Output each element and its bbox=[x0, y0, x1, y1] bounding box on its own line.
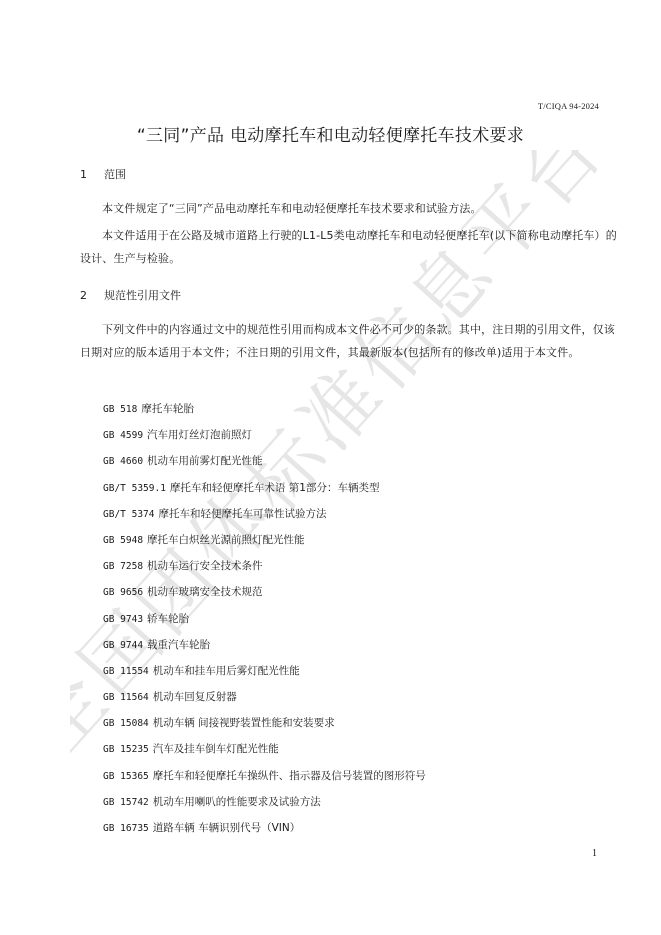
reference-title: 机动车辆 间接视野装置性能和安装要求 bbox=[152, 717, 335, 730]
reference-list bbox=[103, 396, 426, 841]
section-number: 2 bbox=[80, 289, 87, 302]
reference-item bbox=[103, 658, 426, 684]
reference-item bbox=[103, 448, 426, 474]
reference-title: 摩托车白炽丝光源前照灯配光性能 bbox=[147, 533, 305, 546]
reference-item bbox=[103, 422, 426, 448]
document-code: T/CIQA 94-2024 bbox=[537, 101, 599, 111]
reference-item bbox=[103, 606, 426, 632]
section-2-heading bbox=[80, 287, 181, 303]
reference-item bbox=[103, 501, 426, 527]
document-title: “三同”产品 电动摩托车和电动轻便摩托车技术要求 bbox=[136, 126, 525, 146]
reference-item bbox=[103, 527, 426, 553]
reference-item bbox=[103, 475, 426, 501]
reference-code: GB 4599 bbox=[103, 430, 144, 442]
section-title: 规范性引用文件 bbox=[104, 289, 181, 302]
reference-code: GB 518 bbox=[103, 404, 138, 415]
reference-title: 摩托车轮胎 bbox=[141, 403, 194, 415]
watermark-text: 全国团体标准信息平台 bbox=[70, 150, 623, 773]
reference-title: 机动车用前雾灯配光性能 bbox=[147, 455, 263, 468]
reference-code: GB 15742 bbox=[103, 796, 149, 808]
reference-code: GB 4660 bbox=[103, 456, 144, 468]
reference-code: GB 11554 bbox=[103, 665, 149, 677]
reference-item bbox=[103, 684, 426, 710]
reference-item bbox=[103, 396, 426, 422]
reference-title: 机动车和挂车用后雾灯配光性能 bbox=[152, 664, 300, 677]
reference-code: GB/T 5374 bbox=[103, 508, 155, 520]
reference-code: GB 15084 bbox=[103, 718, 149, 730]
reference-code: GB 15365 bbox=[103, 770, 149, 782]
reference-item bbox=[103, 579, 426, 605]
section-title: 范围 bbox=[104, 168, 126, 181]
reference-title: 道路车辆 车辆识别代号（VIN） bbox=[152, 822, 301, 834]
reference-item bbox=[103, 763, 426, 789]
section-1-heading bbox=[80, 166, 126, 182]
section-1-paragraph-1: 本文件规定了“三同”产品电动摩托车和电动轻便摩托车技术要求和试验方法。 bbox=[102, 202, 482, 215]
reference-item bbox=[103, 815, 426, 841]
reference-title: 摩托车和轻便摩托车操纵件、指示器及信号装置的图形符号 bbox=[152, 769, 426, 782]
reference-title: 摩托车和轻便摩托车术语 第1部分：车辆类型 bbox=[169, 481, 380, 494]
reference-item bbox=[103, 553, 426, 579]
reference-code: GB 16735 bbox=[103, 823, 149, 834]
reference-code: GB 7258 bbox=[103, 561, 144, 573]
reference-code: GB 5948 bbox=[103, 534, 144, 546]
section-number: 1 bbox=[80, 168, 87, 181]
reference-title: 摩托车和轻便摩托车可靠性试验方法 bbox=[158, 507, 327, 520]
reference-item bbox=[103, 710, 426, 736]
reference-item bbox=[103, 736, 426, 762]
section-1-paragraph-2: 本文件适用于在公路及城市道路上行驶的L1-L5类电动摩托车和电动轻便摩托车(以下简称电动摩托车）的设计、生产与检验。 bbox=[80, 229, 617, 265]
reference-code: GB 9656 bbox=[103, 587, 144, 599]
reference-code: GB 15235 bbox=[103, 744, 149, 756]
reference-code: GB 9743 bbox=[103, 613, 144, 625]
reference-title: 机动车玻璃安全技术规范 bbox=[147, 586, 263, 599]
reference-title: 机动车回复反射器 bbox=[152, 691, 237, 704]
reference-item bbox=[103, 632, 426, 658]
reference-code: GB 9744 bbox=[103, 639, 144, 651]
reference-code: GB/T 5359.1 bbox=[103, 482, 166, 494]
reference-title: 汽车用灯丝灯泡前照灯 bbox=[147, 429, 253, 442]
reference-title: 机动车用喇叭的性能要求及试验方法 bbox=[152, 795, 321, 808]
section-2-paragraph-1: 下列文件中的内容通过文中的规范性引用而构成本文件必不可少的条款。其中，注日期的引用文件，仅该日期对应的版本适用于本文件；不注日期的引用文件，其最新版本(包括所有的修改单)适用于本文件。 bbox=[80, 323, 615, 359]
reference-title: 汽车及挂车倒车灯配光性能 bbox=[152, 743, 279, 756]
reference-code: GB 11564 bbox=[103, 692, 149, 704]
page-number: 1 bbox=[592, 848, 597, 859]
reference-title: 机动车运行安全技术条件 bbox=[147, 560, 263, 573]
reference-item bbox=[103, 789, 426, 815]
reference-title: 载重汽车轮胎 bbox=[147, 638, 211, 651]
reference-title: 轿车轮胎 bbox=[147, 612, 190, 625]
